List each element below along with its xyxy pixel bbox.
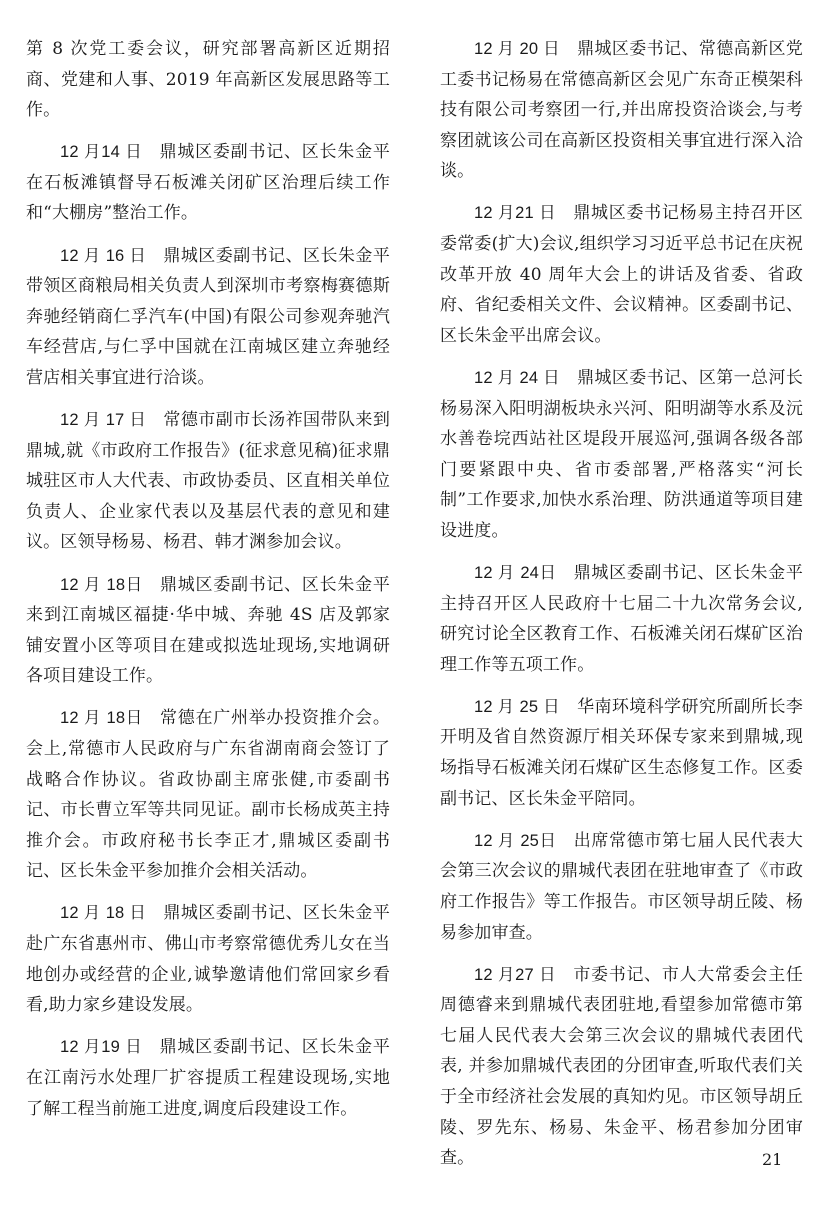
entry-date: 12 月 25 日 [474,697,561,716]
entry-date: 12 月 20 日 [474,40,561,58]
entry-date: 12 月 16 日 [60,246,147,265]
entry [26,137,390,229]
entry [440,692,803,814]
entry-date: 12 月 24 日 [474,368,561,387]
entry-text: 鼎城区委副书记、区长朱金平在石板滩镇督导石板滩关闭矿区治理后续工作和“大棚房”整治工作。 [26,142,391,224]
entry [440,960,803,1174]
right-column [440,34,803,1185]
entry-text: 出席常德市第七届人民代表大会第三次会议的鼎城代表团在驻地审查了《市政府工作报告》等工作报告。市区领导胡丘陵、杨易参加审查。 [440,830,803,943]
entry [26,898,390,1020]
entry-text: 鼎城区委副书记、区长朱金平在江南污水处理厂扩容提质工程建设现场,实地了解工程当前施工进度,调度后段建设工作。 [26,1037,391,1119]
entry-text: 鼎城区委副书记、区长朱金平来到江南城区福捷·华中城、奔驰 4S 店及郭家铺安置小区等项目在建或拟选址现场,实地调研各项目建设工作。 [26,574,391,687]
entry-text: 鼎城区委书记、区第一总河长杨易深入阳明湖板块永兴河、阳明湖等水系及沅水善卷垸西站社区堤段开展巡河,强调各级各部门要紧跟中央、省市委部署,严格落实“河长制”工作要求,加快水系治理、防洪通道等项目建设进度。 [440,367,804,541]
entry-text: 鼎城区委书记、常德高新区党工委书记杨易在常德高新区会见广东奇正模架科技有限公司考察团一行,并出席投资洽谈会,与考察团就该公司在高新区投资相关事宜进行深入洽谈。 [440,39,804,182]
entry-text: 鼎城区委书记杨易主持召开区委常委(扩大)会议,组织学习习近平总书记在庆祝改革开放 40 周年大会上的讲话及省委、省政府、省纪委相关文件、会议精神。区委副书记、区长朱金平出席会议。 [440,203,804,346]
entry [440,198,803,351]
entry-text: 常德市副市长汤祚国带队来到鼎城,就《市政府工作报告》(征求意见稿)征求鼎城驻区市人大代表、市政协委员、区直相关单位负责人、企业家代表以及基层代表的意见和建议。区领导杨易、杨君、韩才渊参加会议。 [26,410,391,553]
entry-text: 鼎城区委副书记、区长朱金平带领区商粮局相关负责人到深圳市考察梅赛德斯奔驰经销商仁孚汽车(中国)有限公司参观奔驰汽车经营店,与仁孚中国就在江南城区建立奔驰经营店相关事宜进行洽谈。 [26,245,391,388]
entry-date: 12 月21 日 [474,204,557,223]
entry [440,34,803,187]
entry-date: 12 月 25日 [474,831,557,850]
entry-text: 鼎城区委副书记、区长朱金平赴广东省惠州市、佛山市考察常德优秀儿女在当地创办或经营的企业,诚挚邀请他们常回家乡看看,助力家乡建设发展。 [26,903,391,1016]
entry [26,241,390,394]
entry-text: 鼎城区委副书记、区长朱金平主持召开区人民政府十七届二十九次常务会议,研究讨论全区教育工作、石板滩关闭石煤矿区治理工作等五项工作。 [440,563,803,675]
entry [440,826,803,948]
entry-date: 12 月 18日 [60,575,144,594]
entry-text: 第 8 次党工委会议，研究部署高新区近期招商、党建和人事、2019 年高新区发展思路等工作。 [26,39,390,121]
entry [440,558,803,680]
entry-date: 12 月14 日 [60,143,143,162]
entry-text: 华南环境科学研究所副所长李开明及省自然资源厅相关环保专家来到鼎城,现场指导石板滩关闭石煤矿区生态修复工作。区委副书记、区长朱金平陪同。 [440,696,804,809]
entry [440,363,803,547]
entry [26,570,390,692]
entry [26,1032,390,1124]
entry-continuation [26,34,390,126]
entry-text: 常德在广州举办投资推介会。会上,常德市人民政府与广东省湖南商会签订了战略合作协议。省政协副主席张健,市委副书记、市长曹立军等共同见证。副市长杨成英主持推介会。市政府秘书长李正才,鼎城区委副书记、区长朱金平参加推介会相关活动。 [26,708,391,882]
entry-text: 市委书记、市人大常委会主任周德睿来到鼎城代表团驻地,看望参加常德市第七届人民代表大会第三次会议的鼎城代表团代表, 并参加鼎城代表团的分团审查,听取代表们关于全市经济社会发展的真知灼见。市区领导胡丘陵、罗先东、杨易、朱金平、杨君参加分团审查。 [440,964,804,1169]
entry-date: 12 月19 日 [60,1038,143,1057]
entry [26,703,390,887]
entry-date: 12 月 17 日 [60,411,147,430]
entry-date: 12 月27 日 [474,965,557,984]
entry-date: 12 月 18日 [60,709,144,728]
entry [26,405,390,558]
entry-date: 12 月 18 日 [60,904,147,923]
left-column [26,34,390,1136]
page-number: 21 [762,1150,783,1169]
entry-date: 12 月 24日 [474,564,557,582]
